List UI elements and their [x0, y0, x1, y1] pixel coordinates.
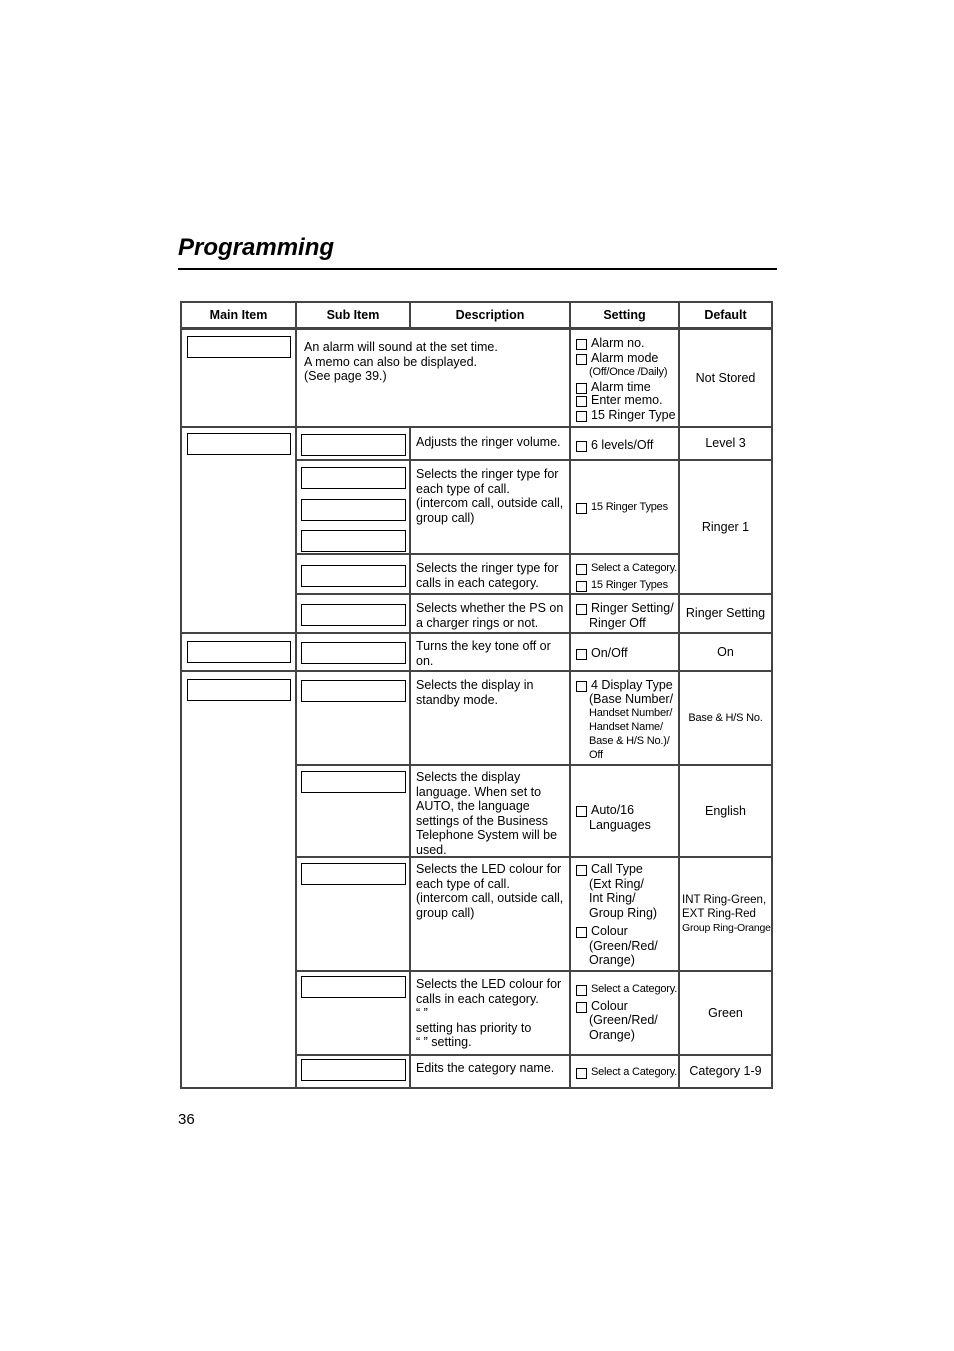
setting-note: Handset Name/	[589, 721, 663, 733]
setting-option: Select a Category.	[576, 1065, 676, 1080]
setting-option: Enter memo.	[576, 393, 676, 408]
checkbox-icon	[576, 1068, 587, 1079]
category-name-default: Category 1-9	[678, 1054, 773, 1089]
ringer-type-description	[409, 459, 571, 555]
language-description	[409, 764, 571, 858]
desc-line: group call)	[416, 905, 475, 920]
sub-item-label-box	[301, 642, 406, 664]
sub-item-label-box	[301, 604, 406, 626]
ringer-category-description	[409, 553, 571, 595]
default-line: EXT Ring-Red	[682, 908, 756, 920]
setting-option: Select a Category.	[576, 982, 676, 997]
checkbox-icon	[576, 396, 587, 407]
desc-line: standby mode.	[416, 692, 498, 707]
standby-description	[409, 670, 571, 766]
desc-line: calls in each category.	[416, 575, 539, 590]
setting-option: Ringer Setting/	[576, 601, 676, 616]
checkbox-icon	[576, 383, 587, 394]
checkbox-icon	[576, 604, 587, 615]
desc-line: (See page 39.)	[304, 369, 387, 383]
setting-option: Alarm time	[576, 380, 676, 395]
checkbox-icon	[576, 581, 587, 592]
alarm-setting	[569, 328, 680, 428]
desc-line: calls in each category.	[416, 991, 539, 1006]
setting-option: 6 levels/Off	[576, 438, 676, 453]
setting-option: Call Type	[576, 862, 676, 877]
sub-item-label-box	[301, 434, 406, 456]
desc-line: Adjusts the ringer volume.	[416, 435, 561, 449]
setting-note: Orange)	[589, 1027, 635, 1042]
sub-item-label-box	[301, 1059, 406, 1081]
setting-note: Orange)	[589, 953, 635, 967]
desc-line: AUTO, the language	[416, 799, 530, 813]
setting-note: Ringer Off	[589, 615, 646, 630]
default-line: Group Ring-Orange	[682, 922, 771, 934]
title-rule	[178, 268, 777, 270]
header-default: Default	[678, 301, 773, 329]
sub-item-label-box	[301, 863, 406, 885]
led-category-setting	[569, 970, 680, 1056]
setting-note: Group Ring)	[589, 905, 658, 920]
checkbox-icon	[576, 411, 587, 422]
checkbox-icon	[576, 339, 587, 350]
checkbox-icon	[576, 503, 587, 514]
main-item-cell-ringer	[180, 426, 297, 634]
sub-item-label-box	[301, 771, 406, 793]
checkbox-icon	[576, 564, 587, 575]
main-item-label-box	[187, 433, 291, 455]
alarm-description	[295, 328, 571, 428]
setting-option: 15 Ringer Type	[576, 408, 676, 423]
setting-note: Int Ring/	[589, 891, 636, 905]
desc-line: (intercom call, outside call,	[416, 891, 564, 905]
setting-note: Handset Number/	[589, 707, 673, 719]
page-title: Programming	[178, 234, 335, 261]
setting-option: 15 Ringer Types	[576, 500, 676, 515]
desc-line: “ ”	[416, 1006, 428, 1020]
setting-option: Auto/16	[576, 803, 676, 818]
setting-option: Select a Category.	[576, 561, 676, 576]
checkbox-icon	[576, 441, 587, 452]
setting-note: (Base Number/	[589, 692, 674, 706]
keytone-setting	[569, 632, 680, 672]
volume-setting	[569, 426, 680, 461]
desc-line: used.	[416, 842, 447, 857]
desc-line: Selects the display	[416, 770, 521, 784]
language-setting	[569, 764, 680, 858]
setting-note: Languages	[589, 817, 651, 832]
charger-setting	[569, 593, 680, 634]
header-description: Description	[409, 301, 571, 329]
desc-line: setting has priority to	[416, 1020, 532, 1035]
setting-note: (Off/Once /Daily)	[589, 366, 668, 378]
checkbox-icon	[576, 865, 587, 876]
setting-option: Alarm no.	[576, 336, 676, 351]
keytone-description	[409, 632, 571, 672]
led-type-description	[409, 856, 571, 972]
programming-table	[180, 301, 773, 1089]
sub-item-label-box	[301, 565, 406, 587]
desc-line: group call)	[416, 510, 475, 525]
setting-option: Colour	[576, 924, 676, 939]
ringer-category-setting	[569, 553, 680, 595]
keytone-default: On	[678, 632, 773, 672]
checkbox-icon	[576, 927, 587, 938]
setting-option: Colour	[576, 999, 676, 1014]
setting-option: On/Off	[576, 646, 676, 661]
desc-line: each type of call.	[416, 876, 510, 891]
ringer-type-default: Ringer 1	[678, 459, 773, 595]
main-item-cell-display	[180, 670, 297, 1089]
desc-line: Turns the key tone off or	[416, 639, 551, 653]
charger-description	[409, 593, 571, 634]
desc-line: “ ” setting.	[416, 1035, 472, 1049]
category-name-description	[409, 1054, 571, 1089]
desc-line: Selects the LED colour for	[416, 862, 562, 876]
setting-note: Off	[589, 749, 603, 761]
setting-note: (Green/Red/	[589, 938, 658, 953]
desc-line: Edits the category name.	[416, 1061, 555, 1075]
category-name-setting	[569, 1054, 680, 1089]
main-item-label-box	[187, 336, 291, 358]
main-item-label-box	[187, 679, 291, 701]
checkbox-icon	[576, 649, 587, 660]
led-type-default	[678, 856, 773, 972]
checkbox-icon	[576, 1002, 587, 1013]
desc-line: Selects the LED colour for	[416, 977, 562, 991]
checkbox-icon	[576, 681, 587, 692]
desc-line: Selects the ringer type for	[416, 467, 559, 481]
led-category-description	[409, 970, 571, 1056]
desc-line: Selects the display in	[416, 678, 534, 692]
header-setting: Setting	[569, 301, 680, 329]
desc-line: Selects the ringer type for	[416, 561, 559, 575]
setting-option: Alarm mode	[576, 351, 676, 366]
header-main-item: Main Item	[180, 301, 297, 329]
language-default: English	[678, 764, 773, 858]
setting-note: (Ext Ring/	[589, 876, 644, 891]
desc-line: a charger rings or not.	[416, 615, 539, 630]
setting-note: Base & H/S No.)/	[589, 735, 670, 747]
sub-item-label-box	[301, 467, 406, 489]
default-line: INT Ring-Green,	[682, 894, 767, 906]
desc-line: on.	[416, 653, 434, 668]
charger-default: Ringer Setting	[678, 593, 773, 634]
checkbox-icon	[576, 806, 587, 817]
standby-default: Base & H/S No.	[678, 670, 773, 766]
sub-item-label-box	[301, 530, 406, 552]
sub-item-label-box	[301, 499, 406, 521]
setting-option: 15 Ringer Types	[576, 578, 676, 593]
desc-line: settings of the Business	[416, 813, 549, 828]
header-sub-item: Sub Item	[295, 301, 411, 329]
standby-setting	[569, 670, 680, 766]
sub-item-label-box	[301, 680, 406, 702]
ringer-type-setting	[569, 459, 680, 555]
desc-line: language. When set to	[416, 784, 542, 799]
desc-line: (intercom call, outside call,	[416, 496, 564, 510]
desc-line: An alarm will sound at the set time.	[304, 340, 498, 354]
led-type-setting	[569, 856, 680, 972]
setting-note: (Green/Red/	[589, 1013, 658, 1027]
checkbox-icon	[576, 354, 587, 365]
desc-line: Telephone System will be	[416, 828, 558, 842]
desc-line: A memo can also be displayed.	[304, 354, 478, 369]
volume-default: Level 3	[678, 426, 773, 461]
desc-line: each type of call.	[416, 481, 510, 496]
main-item-label-box	[187, 641, 291, 663]
sub-item-label-box	[301, 976, 406, 998]
led-category-default: Green	[678, 970, 773, 1056]
checkbox-icon	[576, 985, 587, 996]
alarm-default: Not Stored	[678, 328, 773, 428]
page-number: 36	[178, 1111, 195, 1128]
desc-line: Selects whether the PS on	[416, 601, 564, 615]
volume-description	[409, 426, 571, 461]
setting-option: 4 Display Type	[576, 678, 676, 692]
